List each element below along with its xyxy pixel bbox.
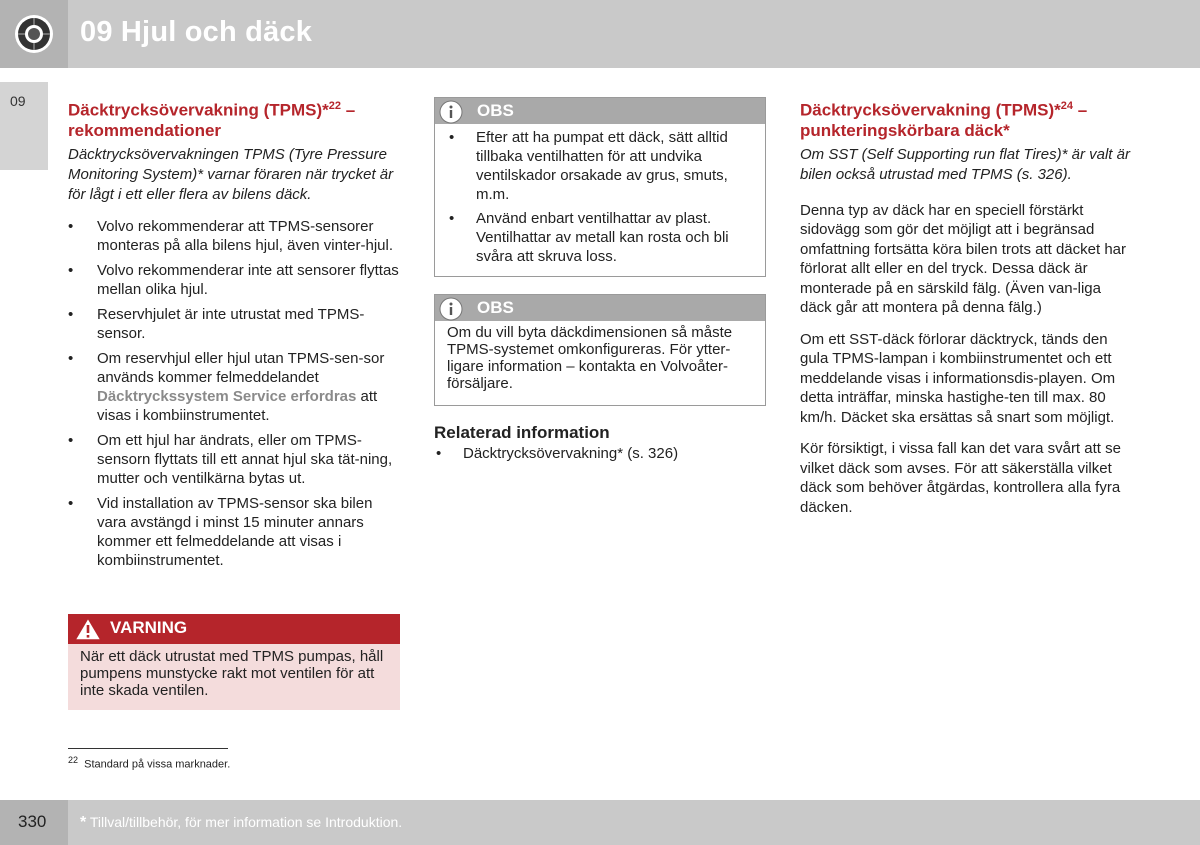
obs-label: OBS [477,298,514,317]
list-item: • Reservhjulet är inte utrustat med TPMS-sensor. [68,305,400,343]
list-item: • Om ett hjul har ändrats, eller om TPMS-sensorn flyttats till ett annat hjul ska tät-ning, mutter och ventilkärna bytas ut. [68,431,400,488]
obs-box-valve-caps [434,97,766,277]
page-header [0,0,1200,68]
paragraph: Denna typ av däck har en speciell förstärkt sidovägg som gör det möjligt att i begränsad omfattning fortsätta köra bilen trots att däcket har förlorat allt eller en del tryck. Dessa däck är monterade på en särskild fälg. (Även van-liga däck går att montera på denna fälg.) [800,201,1127,317]
page-footer [0,800,1200,845]
list-item: • Vid installation av TPMS-sensor ska bilen vara avstängd i minst 15 minuter annars kommer ett felmeddelande att visas i kombiinstrumentet. [68,494,400,570]
warning-text: När ett däck utrustat med TPMS pumpas, håll pumpens munstycke rakt mot ventilen för att inte skada ventilen. [80,648,384,699]
list-item: • Efter att ha pumpat ett däck, sätt alltid tillbaka ventilhatten för att undvika ventilskador orsakade av grus, smuts, m.m. [447,128,757,204]
section-intro: Däcktrycksövervakningen TPMS (Tyre Pressure Monitoring System)* varnar föraren när trycket är för lågt i ett eller flera av bilens däck. [68,145,394,203]
footnote: $^{22}$ Standard på vissa marknader. [68,755,231,771]
warning-header [68,614,400,644]
section-heading-run-flat-tires: Däcktrycksövervakning (TPMS)*$^{24}$ – punkteringskörbara däck* [800,100,1088,140]
page-number: 330 [18,812,47,831]
section-intro: Om SST (Self Supporting run flat Tires)* är valt är bilen också utrustad med TPMS (s. 326). [800,145,1130,183]
obs-box-dimension-change [434,294,766,406]
recommendation-list [68,217,400,570]
section-heading-tpms-recommendations: Däcktrycksövervakning (TPMS)*$^{22}$ – rekommendationer [68,100,356,140]
paragraph: Om ett SST-däck förlorar däcktryck, tänds den gula TPMS-lampan i kombiinstrumentet och ett meddelande visas i informationsdis-playen. Om detta inträffar, minska hastighe-ten till max. 80 km/h. Däcket ska ersättas så snart som möjligt. [800,330,1116,426]
page-number-box [0,800,68,845]
obs-list [435,124,765,266]
warning-box [68,614,400,710]
footnote-ref: 22 [328,100,342,112]
related-info-heading: Relaterad information [434,423,610,442]
obs-text: Om du vill byta däckdimensionen så måste TPMS-systemet omkonfigureras. För ytter-ligare information – kontakta en Volvoåter-försäljare. [447,324,733,392]
paragraph: Kör försiktigt, i vissa fall kan det vara svårt att se vilket däck som avses. För att säkerställa vilket däck som behöver åtgärdas, kontrollera alla fyra däcken. [800,440,1121,516]
left-column [68,96,400,576]
list-item: • Volvo rekommenderar inte att sensorer flyttas mellan olika hjul. [68,261,400,299]
warning-label: VARNING [110,618,188,637]
chapter-number: 09 [10,93,26,109]
tire-icon [14,14,54,54]
right-column [800,96,1135,517]
obs-header [435,295,765,321]
list-item: • Volvo rekommenderar att TPMS-sensorer monteras på alla bilens hjul, även vinter-hjul. [68,217,400,255]
info-icon [439,100,463,124]
list-item: • Använd enbart ventilhattar av plast. Ventilhattar av metall kan rosta och bli svåra att skruva loss. [447,209,757,266]
chapter-side-tab [0,82,48,170]
obs-label: OBS [477,101,514,120]
footnote-ref: 24 [1060,100,1074,112]
footer-note: * Tillval/tillbehör, för mer information se Introduktion. [80,814,403,831]
list-item: • Om reservhjul eller hjul utan TPMS-sen-sor används kommer felmeddelandet Däcktryckssystem Service erfordras att visas i kombiinstrumentet. [68,349,400,425]
chapter-title: 09 Hjul och däck [80,16,313,48]
display-message: Däcktryckssystem Service erfordras [97,387,357,405]
warning-triangle-icon [74,617,102,641]
chapter-icon-box [0,0,68,68]
info-icon [439,297,463,321]
obs-header [435,98,765,124]
related-info-link[interactable]: • Däcktrycksövervakning* (s. 326) [434,444,678,463]
footnote-divider [68,748,228,749]
